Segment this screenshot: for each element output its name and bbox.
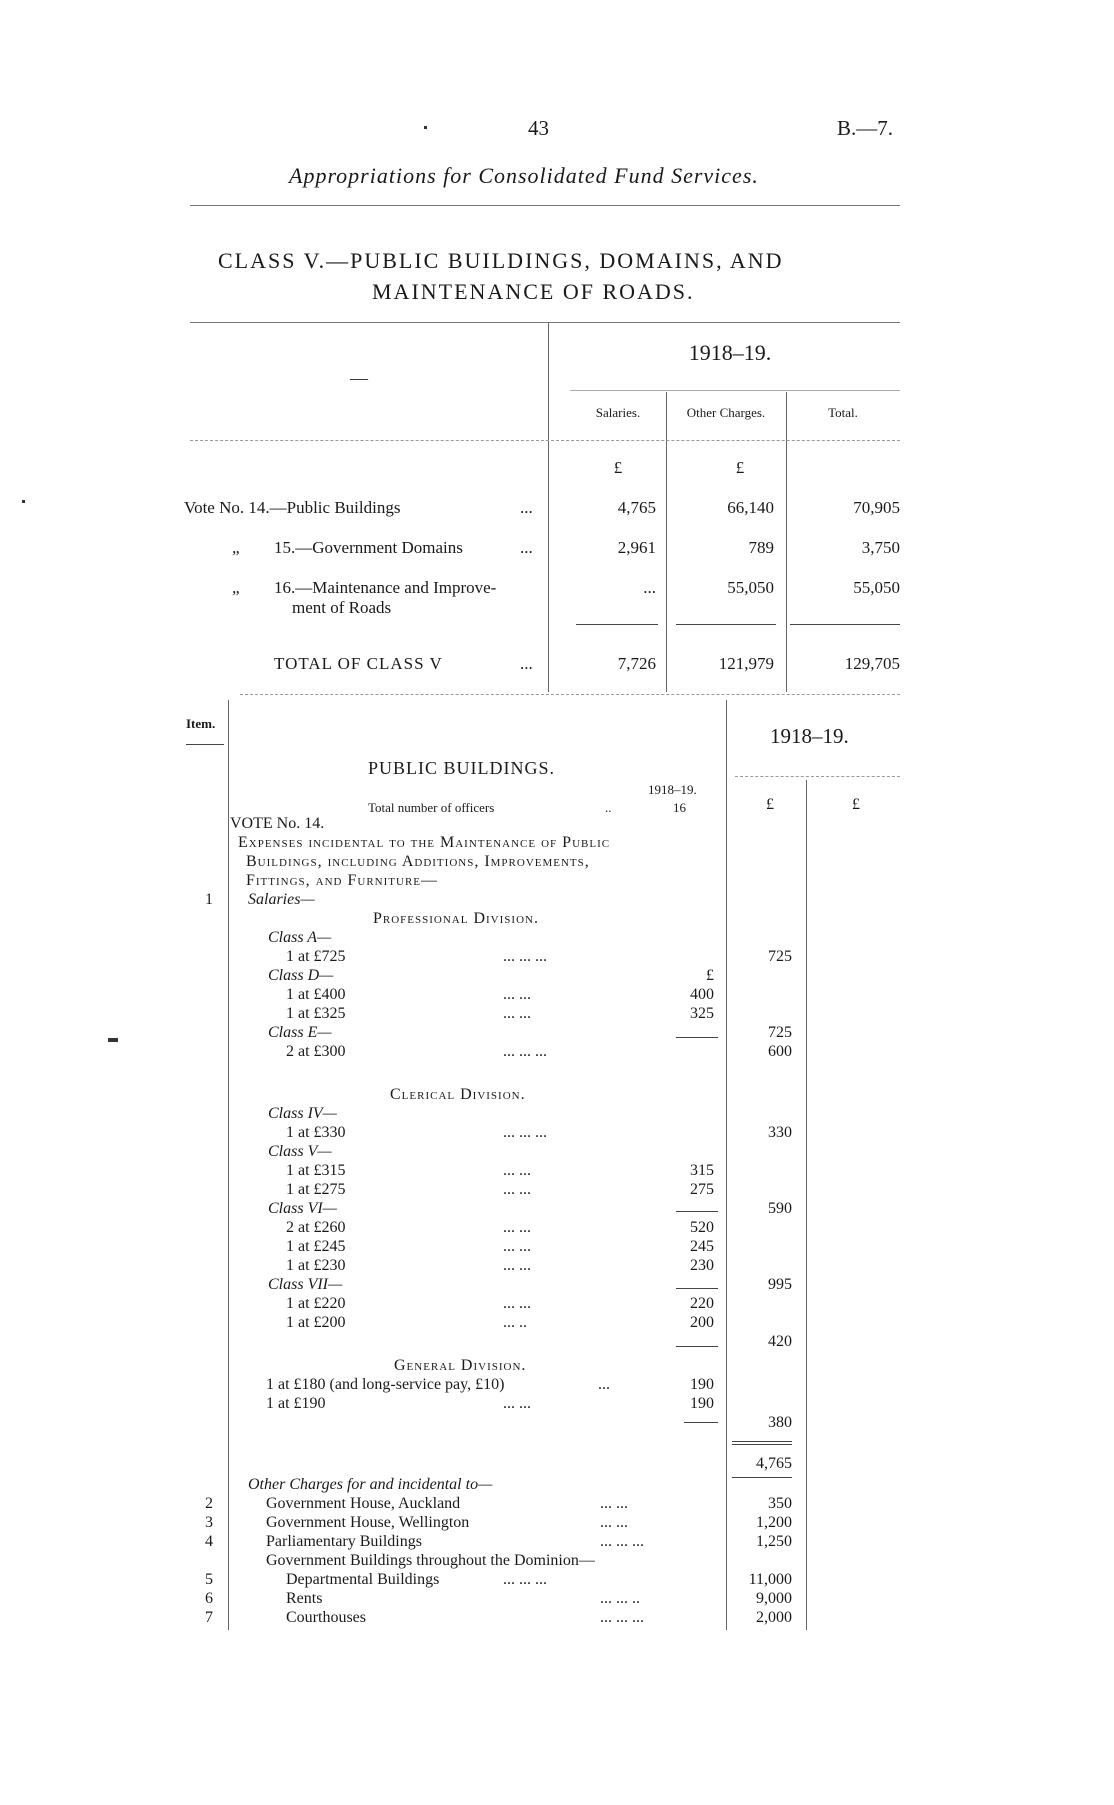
amount-col2: 995: [768, 1276, 792, 1293]
leader-dots: ... ... ...: [503, 1043, 547, 1060]
total-rule-other: [676, 624, 776, 625]
leader-dots: ... ... ...: [503, 1571, 547, 1588]
officers-year: 1918–19.: [648, 782, 697, 797]
summary-row-dots: ...: [520, 498, 533, 517]
detail-year-header: 1918–19.: [770, 724, 849, 748]
amount-col1: 325: [690, 1005, 714, 1022]
salary-line-text: 1 at £330: [286, 1124, 346, 1141]
summary-row-salaries: 2,961: [617, 538, 656, 557]
item-number: 1: [205, 891, 213, 908]
summary-row-label-continued: ment of Roads: [292, 598, 392, 617]
officers-count: 16: [673, 800, 686, 815]
summary-row-other: 66,140: [727, 498, 774, 517]
summary-top-rule: [190, 322, 900, 323]
salary-line-text: 1 at £190: [266, 1395, 326, 1412]
expenses-line-3: Fittings, and Furniture—: [246, 872, 439, 889]
clerical-division-heading: Clerical Division.: [390, 1086, 526, 1103]
stub-dash: —: [350, 368, 368, 388]
amount-col1: 400: [690, 986, 714, 1003]
salary-line-text: 1 at £230: [286, 1257, 346, 1274]
summary-row-salaries: ...: [643, 578, 656, 597]
amount-col2: 380: [768, 1414, 792, 1431]
leader-dots: ... ...: [503, 1395, 531, 1412]
col-header-salaries: Salaries.: [595, 405, 641, 420]
subtotal-rule: [676, 1037, 718, 1038]
amount-col1: 275: [690, 1181, 714, 1198]
total-rule-salaries: [576, 624, 658, 625]
summary-row-prefix: „: [232, 578, 240, 597]
salaries-total-rule: [732, 1444, 792, 1445]
summary-row-salaries: 4,765: [617, 498, 656, 517]
item-number: 7: [205, 1609, 213, 1626]
salary-line-text: 1 at £200: [286, 1314, 346, 1331]
professional-division-heading: Professional Division.: [373, 910, 539, 927]
salary-line-text: 1 at £275: [286, 1181, 346, 1198]
subtotal-rule: [676, 1211, 718, 1212]
section-title: PUBLIC BUILDINGS.: [368, 758, 556, 778]
salary-line-text: 1 at £180 (and long-service pay, £10): [266, 1376, 505, 1393]
summary-row-total: 3,750: [861, 538, 900, 557]
item-number: 4: [205, 1533, 213, 1550]
total-rule-total: [790, 624, 900, 625]
salary-line-text: Class E—: [268, 1024, 332, 1041]
amount-col1: 245: [690, 1238, 714, 1255]
item-column-divider: [228, 700, 229, 1630]
expenses-line-2: Buildings, including Additions, Improvements,: [246, 853, 590, 870]
leader-dots: ... ... ...: [503, 948, 547, 965]
total-row-label: TOTAL OF CLASS V: [274, 654, 443, 673]
summary-row-total: 70,905: [853, 498, 900, 517]
other-charge-label: Rents: [286, 1590, 323, 1607]
amount-col1: 220: [690, 1295, 714, 1312]
other-charge-amount: 9,000: [756, 1590, 792, 1607]
salary-line-text: Class D—: [268, 967, 334, 984]
other-charge-amount: 2,000: [756, 1609, 792, 1626]
leader-dots: ... ... ...: [503, 1124, 547, 1141]
other-charge-label: Departmental Buildings: [286, 1571, 440, 1588]
subtotal-rule: [676, 1346, 718, 1347]
total-row-dots: ...: [520, 654, 533, 673]
salaries-total-rule: [732, 1441, 792, 1442]
amount-col1: 190: [690, 1395, 714, 1412]
amount-col1: 315: [690, 1162, 714, 1179]
leader-dots: ... ...: [503, 1295, 531, 1312]
summary-year: 1918–19.: [688, 340, 772, 365]
summary-row-label: 16.—Maintenance and Improve-: [274, 578, 497, 597]
salary-line-text: 1 at £245: [286, 1238, 346, 1255]
total-row-other: 121,979: [718, 654, 774, 673]
leader-dots: ... ...: [503, 1005, 531, 1022]
unit-other-charges: £: [735, 458, 745, 477]
salary-line-text: 1 at £325: [286, 1005, 346, 1022]
total-row-salaries: 7,726: [617, 654, 656, 673]
item-number: 2: [205, 1495, 213, 1512]
item-column-header: Item.: [186, 716, 216, 731]
summary-row-prefix: „: [232, 538, 240, 557]
other-charge-label: Parliamentary Buildings: [266, 1533, 422, 1550]
item-number: 6: [205, 1590, 213, 1607]
salaries-total-underline: [732, 1477, 792, 1478]
general-division-heading: General Division.: [394, 1357, 527, 1374]
item-number: 3: [205, 1514, 213, 1531]
salary-line-text: Class VI—: [268, 1200, 337, 1217]
leader-dots: ... ...: [503, 986, 531, 1003]
other-charge-label: Courthouses: [286, 1609, 366, 1626]
amount-col1: £: [706, 967, 714, 984]
amount-col2: 420: [768, 1333, 792, 1350]
leader-dots: ... ..: [503, 1314, 527, 1331]
salaries-heading: Salaries—: [248, 891, 315, 908]
subtotal-rule: [684, 1422, 718, 1423]
officers-dots: ..: [605, 800, 612, 815]
margin-mark: [108, 1038, 118, 1042]
salary-line-text: 2 at £260: [286, 1219, 346, 1236]
stray-mark: [424, 126, 427, 129]
summary-stub-divider: [548, 322, 549, 692]
col-header-total: Total.: [828, 405, 858, 420]
margin-mark: [22, 500, 25, 503]
salary-line-text: 1 at £220: [286, 1295, 346, 1312]
other-charge-amount: 11,000: [748, 1571, 792, 1588]
salary-line-text: 1 at £400: [286, 986, 346, 1003]
col-header-other-charges: Other Charges.: [686, 405, 766, 420]
amount-col1: 230: [690, 1257, 714, 1274]
leader-dots: ... ... ...: [600, 1533, 644, 1550]
salary-line-text: Class V—: [268, 1143, 332, 1160]
officers-label: Total number of officers: [368, 800, 495, 815]
leader-dots: ... ...: [503, 1162, 531, 1179]
other-charge-amount: 350: [768, 1495, 792, 1512]
total-row-total: 129,705: [844, 654, 900, 673]
summary-row-label: 15.—Government Domains: [274, 538, 463, 557]
summary-row-other: 55,050: [727, 578, 774, 597]
detail-amount-divider-1: [726, 700, 727, 1630]
salary-line-text: 2 at £300: [286, 1043, 346, 1060]
item-header-rule: [186, 744, 224, 745]
leader-dots: ... ... ...: [600, 1609, 644, 1626]
amount-col2: 725: [768, 948, 792, 965]
salary-line-text: Class A—: [268, 929, 332, 946]
other-charge-label: Government Buildings throughout the Dominion—: [266, 1552, 595, 1569]
page-subtitle: Appropriations for Consolidated Fund Services.: [289, 163, 759, 188]
summary-row-label: Vote No. 14.—Public Buildings: [184, 498, 401, 517]
unit-col1: £: [766, 796, 774, 813]
expenses-line-1: Expenses incidental to the Maintenance of Public: [238, 834, 611, 851]
leader-dots: ...: [598, 1376, 610, 1393]
amount-col2: 330: [768, 1124, 792, 1141]
leader-dots: ... ...: [503, 1219, 531, 1236]
leader-dots: ... ... ..: [600, 1590, 640, 1607]
amount-col2: 4,765: [756, 1455, 792, 1472]
summary-header-rule: [190, 440, 900, 442]
leader-dots: ... ...: [600, 1514, 628, 1531]
summary-row-total: 55,050: [853, 578, 900, 597]
salary-line-text: 1 at £315: [286, 1162, 346, 1179]
class-title-line2: MAINTENANCE OF ROADS.: [372, 279, 695, 304]
summary-row-dots: ...: [520, 538, 533, 557]
leader-dots: ... ...: [503, 1238, 531, 1255]
detail-amount-divider-2: [806, 780, 807, 1630]
document-reference: B.—7.: [837, 116, 894, 140]
other-charge-label: Government House, Wellington: [266, 1514, 470, 1531]
salary-line-text: Class VII—: [268, 1276, 343, 1293]
amount-col2: 590: [768, 1200, 792, 1217]
header-rule: [190, 205, 900, 206]
amount-col2: 725: [768, 1024, 792, 1041]
page-number: 43: [528, 116, 549, 140]
unit-salaries: £: [613, 458, 623, 477]
class-title-line1: CLASS V.—PUBLIC BUILDINGS, DOMAINS, AND: [218, 248, 784, 273]
summary-year-rule: [570, 390, 900, 391]
summary-bottom-rule: [240, 694, 900, 696]
item-number: 5: [205, 1571, 213, 1588]
amount-col2: 600: [768, 1043, 792, 1060]
unit-col2: £: [852, 796, 860, 813]
summary-row-other: 789: [748, 538, 774, 557]
leader-dots: ... ...: [600, 1495, 628, 1512]
subtotal-rule: [676, 1288, 718, 1289]
amount-col1: 200: [690, 1314, 714, 1331]
other-charge-amount: 1,250: [756, 1533, 792, 1550]
leader-dots: ... ...: [503, 1181, 531, 1198]
salary-line-text: Class IV—: [268, 1105, 337, 1122]
amount-col1: 190: [690, 1376, 714, 1393]
other-charge-amount: 1,200: [756, 1514, 792, 1531]
other-charge-label: Government House, Auckland: [266, 1495, 461, 1512]
vote-label: VOTE No. 14.: [230, 815, 325, 832]
detail-year-rule: [735, 776, 900, 778]
other-charges-heading: Other Charges for and incidental to—: [248, 1476, 493, 1493]
leader-dots: ... ...: [503, 1257, 531, 1274]
salary-line-text: 1 at £725: [286, 948, 346, 965]
amount-col1: 520: [690, 1219, 714, 1236]
